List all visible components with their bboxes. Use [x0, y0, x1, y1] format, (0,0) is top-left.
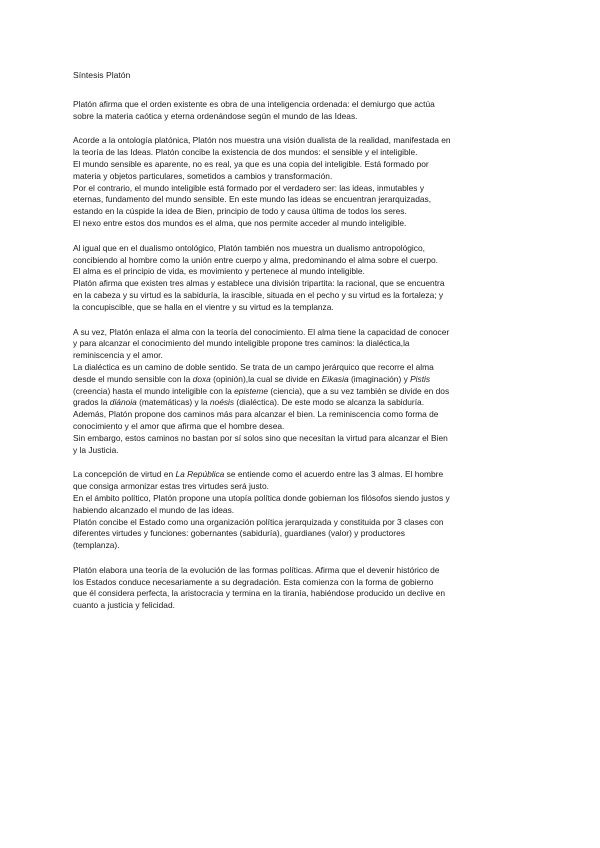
text-line: y la Justicia. [73, 444, 119, 455]
text-line: El alma es el principio de vida, es movimiento y pertenece al mundo inteligible. [73, 266, 365, 277]
text-run: desde el mundo sensible con la [73, 373, 193, 384]
text-line [73, 374, 533, 386]
text-run: (opinión),la cual se divide en [210, 373, 322, 384]
text-line: y para alcanzar el conocimiento del mundo inteligible propone tres caminos: la dialéctica,la [73, 338, 410, 349]
text-run: (ciencia), que a su vez también se divide en dos [268, 385, 450, 396]
text-run: La concepción de virtud en [73, 469, 176, 480]
paragraph-antropologia [73, 243, 533, 314]
text-run: (dialéctica). De este modo se alcanza la sabiduría. [234, 397, 425, 408]
text-line: Al igual que en el dualismo ontológico, Platón también nos muestra un dualismo antropológico, [73, 242, 425, 253]
text-line: habiendo alcanzado el mundo de las ideas. [73, 504, 235, 515]
text-line: sobre la materia caótica y eterna ordenándose según el mundo de las Ideas. [73, 110, 358, 121]
text-line: los Estados conduce necesariamente a su degradación. Esta comienza con la forma de gobierno [73, 576, 434, 587]
text-line: Además, Platón propone dos caminos más para alcanzar el bien. La reminiscencia como forma de [73, 409, 439, 420]
paragraph-demiurgo [73, 99, 533, 123]
paragraph-formas-politicas [73, 565, 533, 612]
paragraph-ontologia [73, 135, 533, 229]
paragraph-conocimiento [73, 327, 533, 457]
text-line: A su vez, Platón enlaza el alma con la teoría del conocimiento. El alma tiene la capacidad de conocer [73, 326, 450, 337]
text-run: (imaginación) y [348, 373, 411, 384]
text-line: reminiscencia y el amor. [73, 350, 163, 361]
term-doxa: doxa [192, 373, 211, 384]
text-line: eternas, fundamento del mundo sensible. En este mundo las ideas se encuentran jerarquizadas, [73, 194, 432, 205]
text-line: Acorde a la ontología platónica, Platón nos muestra una visión dualista de la realidad, manifestada en [73, 135, 451, 146]
text-line: Platón concibe el Estado como una organización política jerarquizada y constituida por 3 clases con [73, 516, 444, 527]
text-line: Platón elabora una teoría de la evolución de las formas políticas. Afirma que el devenir histórico de [73, 564, 440, 575]
text-line: la teoría de las Ideas. Platón concibe la existencia de dos mundos: el sensible y el inteligible. [73, 147, 418, 158]
text-line: que él considera perfecta, la aristocracia y termina en la tiranía, habiéndose producido un declive en [73, 588, 445, 599]
term-eikasia: Eikasia [321, 373, 349, 384]
book-title-la-republica: La República [175, 469, 225, 480]
text-line: El nexo entre estos dos mundos es el alma, que nos permite acceder al mundo inteligible. [73, 217, 407, 228]
text-line: materia y objetos particulares, sometidos a cambios y transformación. [73, 170, 333, 181]
text-line: estando en la cúspide la idea de Bien, principio de todo y causa última de todos los seres. [73, 206, 407, 217]
text-line [73, 397, 533, 409]
text-line: Platón afirma que existen tres almas y establece una división tripartita: la racional, que se encuentra [73, 278, 445, 289]
text-line [73, 386, 533, 398]
text-line: Por el contrario, el mundo inteligible está formado por el verdadero ser: las ideas, inmutables y [73, 182, 425, 193]
text-line: que consiga armonizar estas tres virtudes será justo. [73, 481, 269, 492]
text-run: grados la [73, 397, 110, 408]
text-line: (templanza). [73, 540, 120, 551]
text-line: la concupiscible, que se halla en el vientre y su virtud es la templanza. [73, 301, 334, 312]
term-dianoia: diánoia [109, 397, 137, 408]
text-line: en la cabeza y su virtud es la sabiduría, la irascible, situada en el pecho y su virtud es la fortaleza; y [73, 289, 444, 300]
text-line: La dialéctica es un camino de doble sentido. Se trata de un campo jerárquico que recorre el alma [73, 361, 434, 372]
term-pistis: Pistis [410, 373, 431, 384]
text-line: Sin embargo, estos caminos no bastan por sí solos sino que necesitan la virtud para alcanzar el Bien [73, 432, 448, 443]
term-episteme: episteme [234, 385, 269, 396]
term-noesis: noésis [209, 397, 235, 408]
text-line: concibiendo al hombre como la unión entre cuerpo y alma, predominando el alma sobre el cuerpo. [73, 254, 438, 265]
text-line [73, 469, 533, 481]
text-line: El mundo sensible es aparente, no es real, ya que es una copia del inteligible. Está formado por [73, 158, 429, 169]
text-line: conocimiento y el amor que afirma que el hombre desea. [73, 420, 285, 431]
text-line: En el ámbito político, Platón propone una utopía política donde gobiernan los filósofos siendo justos y [73, 492, 450, 503]
text-line: Platón afirma que el orden existente es obra de una inteligencia ordenada: el demiurgo que actúa [73, 98, 435, 109]
text-run: (creencia) hasta el mundo inteligible con la [73, 385, 235, 396]
text-line: diferentes virtudes y funciones: gobernantes (sabiduría), guardianes (valor) y productores [73, 528, 405, 539]
paragraph-virtud-politica [73, 469, 533, 552]
document-title: Síntesis Platón [73, 70, 131, 80]
text-run: se entiende como el acuerdo entre las 3 almas. El hombre [224, 469, 444, 480]
document-body [73, 70, 533, 625]
text-run: (matemáticas) y la [136, 397, 210, 408]
text-line: cuanto a justicia y felicidad. [73, 600, 175, 611]
